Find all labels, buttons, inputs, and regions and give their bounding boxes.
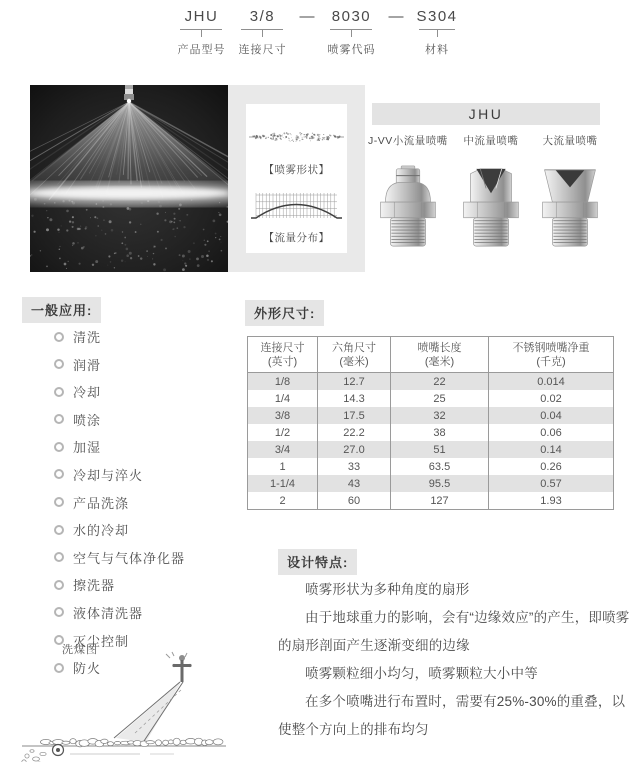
application-label: 润滑 — [73, 357, 102, 373]
ring-bullet-icon — [54, 607, 64, 617]
coal-wash-diagram — [12, 650, 237, 762]
ring-bullet-icon — [54, 442, 64, 452]
code-part — [327, 8, 375, 57]
nozzle-figures — [368, 133, 606, 251]
code-value: JHU — [184, 8, 219, 25]
bracket-line — [241, 29, 283, 37]
application-item — [54, 327, 185, 346]
bracket-line — [330, 29, 372, 37]
table-cell: 1-1/4 — [248, 475, 318, 492]
ring-bullet-icon — [54, 469, 64, 479]
table-cell: 1/8 — [248, 373, 318, 391]
table-cell: 43 — [318, 475, 391, 492]
application-label: 清洗 — [73, 330, 102, 345]
table-cell: 1/2 — [248, 424, 318, 441]
design-features-title: 设计特点: — [278, 549, 357, 575]
table-cell: 33 — [318, 458, 391, 475]
family-title-bar: JHU — [372, 103, 600, 125]
table-cell: 22.2 — [318, 424, 391, 441]
table-cell: 25 — [391, 390, 489, 407]
design-paragraph: 喷雾颗粒细小均匀，喷雾颗粒大小中等 — [305, 666, 538, 681]
coal-wash-diagram-label: 洗煤图 — [62, 644, 98, 656]
table-row — [248, 424, 614, 441]
table-row — [248, 458, 614, 475]
column-header: 六角尺寸 (毫米) — [318, 337, 391, 373]
application-label: 灭尘控制 — [73, 633, 130, 649]
code-value: 3/8 — [249, 8, 276, 25]
nozzle-label: J-VV小流量喷嘴 — [368, 135, 448, 147]
code-separator: — — [388, 8, 404, 25]
table-cell: 17.5 — [318, 407, 391, 424]
table-cell: 32 — [391, 407, 489, 424]
application-label: 冷却 — [73, 385, 102, 401]
column-header: 不锈钢喷嘴净重 (千克) — [489, 337, 614, 373]
nozzle-label: 大流量喷嘴 — [542, 135, 598, 147]
application-item — [54, 437, 185, 456]
application-label: 产品洗涤 — [73, 495, 130, 511]
application-label: 冷却与淬火 — [73, 467, 144, 483]
table-cell: 3/4 — [248, 441, 318, 458]
design-paragraph: 在多个喷嘴进行布置时，需要有25%-30%的重叠，以使整个方向上的排布均匀 — [278, 694, 626, 737]
nozzle-figure-medium-flow — [455, 133, 527, 251]
dim-table-body — [248, 373, 614, 510]
table-cell: 0.57 — [489, 475, 614, 492]
ring-bullet-icon — [54, 332, 64, 342]
nozzle-figure-small-flow — [368, 133, 448, 251]
application-item — [54, 520, 185, 539]
application-item — [54, 548, 185, 567]
flow-distribution-caption: 【流量分布】 — [263, 232, 330, 244]
application-item — [54, 603, 185, 622]
ring-bullet-icon — [54, 414, 64, 424]
code-value: 8030 — [331, 8, 372, 25]
spray-shape-caption: 【喷雾形状】 — [263, 164, 330, 176]
code-part — [238, 8, 286, 57]
code-label: 连接尺寸 — [238, 44, 287, 56]
table-cell: 3/8 — [248, 407, 318, 424]
table-cell: 12.7 — [318, 373, 391, 391]
applications-title: 一般应用: — [22, 297, 101, 323]
spray-diagram-panel — [228, 85, 365, 272]
table-cell: 95.5 — [391, 475, 489, 492]
table-cell: 27.0 — [318, 441, 391, 458]
table-row — [248, 390, 614, 407]
dimensions-title: 外形尺寸: — [245, 300, 324, 326]
application-label: 空气与气体净化器 — [73, 550, 186, 566]
ring-bullet-icon — [54, 387, 64, 397]
table-cell: 0.14 — [489, 441, 614, 458]
application-item — [54, 465, 185, 484]
table-cell: 0.02 — [489, 390, 614, 407]
ring-bullet-icon — [54, 525, 64, 535]
table-cell: 22 — [391, 373, 489, 391]
spray-photo — [30, 85, 228, 272]
application-label: 防火 — [73, 661, 102, 677]
ring-bullet-icon — [54, 552, 64, 562]
code-value: S304 — [416, 8, 458, 25]
spray-shape-icon — [249, 130, 344, 144]
nozzle-figure-large-flow — [534, 133, 606, 251]
table-cell: 63.5 — [391, 458, 489, 475]
code-part — [416, 8, 457, 57]
ring-bullet-icon — [54, 359, 64, 369]
nozzle-label: 中流量喷嘴 — [463, 135, 519, 147]
table-cell: 38 — [391, 424, 489, 441]
nozzle-photo-small-flow — [372, 161, 444, 251]
code-label: 材料 — [424, 44, 449, 56]
product-code — [0, 8, 635, 57]
table-cell: 127 — [391, 492, 489, 510]
application-label: 喷涂 — [73, 412, 102, 428]
application-label: 水的冷却 — [73, 523, 130, 539]
table-cell: 2 — [248, 492, 318, 510]
code-label: 产品型号 — [177, 44, 226, 56]
table-cell: 0.04 — [489, 407, 614, 424]
application-item — [54, 575, 185, 594]
ring-bullet-icon — [54, 497, 64, 507]
application-label: 加湿 — [73, 440, 102, 456]
bracket-line — [180, 29, 222, 37]
spray-diagram-card — [246, 104, 347, 253]
table-row — [248, 492, 614, 510]
table-cell: 1.93 — [489, 492, 614, 510]
dimensions-table — [247, 336, 614, 510]
table-cell: 60 — [318, 492, 391, 510]
nozzle-photo-large-flow — [534, 161, 606, 251]
table-cell: 0.06 — [489, 424, 614, 441]
application-item — [54, 382, 185, 401]
table-cell: 51 — [391, 441, 489, 458]
table-cell: 0.014 — [489, 373, 614, 391]
table-row — [248, 441, 614, 458]
application-item — [54, 493, 185, 512]
applications-list — [54, 327, 185, 677]
column-header: 连接尺寸 (英寸) — [248, 337, 318, 373]
nozzle-photo-medium-flow — [455, 161, 527, 251]
table-row — [248, 407, 614, 424]
flow-distribution-chart — [250, 190, 343, 222]
column-header: 喷嘴长度 (毫米) — [391, 337, 489, 373]
table-cell: 14.3 — [318, 390, 391, 407]
code-separator: — — [299, 8, 315, 25]
ring-bullet-icon — [54, 580, 64, 590]
table-row — [248, 373, 614, 391]
code-part — [177, 8, 225, 57]
table-cell: 0.26 — [489, 458, 614, 475]
table-cell: 1 — [248, 458, 318, 475]
dim-table-head-row — [248, 337, 614, 373]
design-paragraphs — [278, 576, 630, 744]
bracket-line — [419, 29, 454, 37]
application-label: 擦洗器 — [73, 578, 116, 594]
design-paragraph: 喷雾形状为多种角度的扇形 — [305, 582, 470, 597]
application-label: 液体清洗器 — [73, 605, 144, 621]
table-cell: 1/4 — [248, 390, 318, 407]
application-item — [54, 410, 185, 429]
design-paragraph: 由于地球重力的影响，会有“边缘效应”的产生，即喷雾的扇形剖面产生逐渐变细的边缘 — [278, 610, 630, 653]
table-row — [248, 475, 614, 492]
coal-nozzle-icon — [166, 652, 192, 682]
code-label: 喷雾代码 — [327, 44, 376, 56]
application-item — [54, 355, 185, 374]
